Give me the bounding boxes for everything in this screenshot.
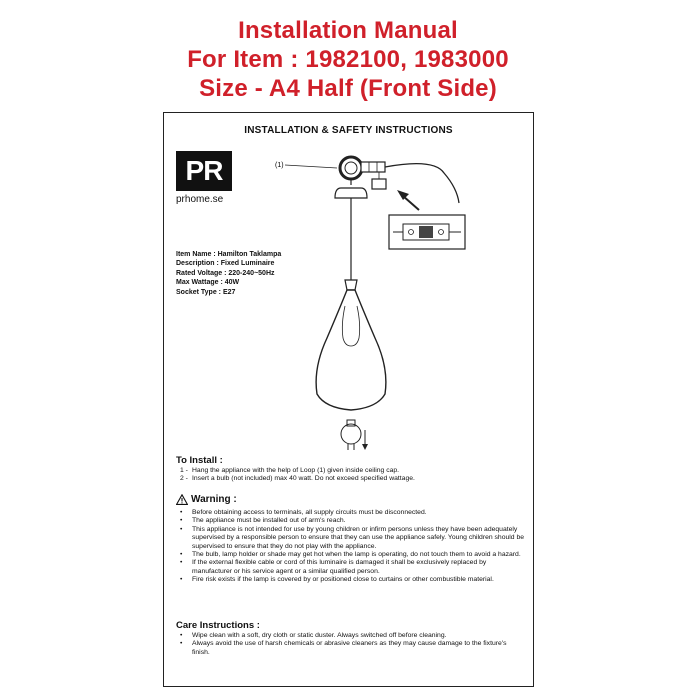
spec-description: Description : Fixed Luminaire (176, 260, 275, 268)
install-steps (180, 467, 525, 484)
down-arrow-icon (362, 430, 368, 450)
arrow-icon (397, 190, 419, 210)
warning-item: • Before obtaining access to terminals, all supply circuits must be disconnected. (180, 509, 427, 516)
terminal-detail-icon (389, 215, 465, 249)
warning-triangle-icon (176, 494, 188, 505)
header-title: Installation Manual (238, 17, 458, 44)
manual-header (0, 16, 696, 103)
ceiling-cap-icon (335, 179, 367, 198)
warning-list (180, 509, 525, 585)
spec-max-wattage: Max Wattage : 40W (176, 279, 240, 287)
warning-item: • Fire risk exists if the lamp is covered by or positioned close to curtains or other combustible material. (180, 576, 494, 584)
sheet-title: INSTALLATION & SAFETY INSTRUCTIONS (244, 125, 453, 136)
care-heading: Care Instructions : (176, 620, 260, 631)
care-item: • Always avoid the use of harsh chemicals or abrasive cleaners as they may cause damage to the fixture's finish. (180, 640, 507, 656)
spec-list (176, 250, 281, 297)
warning-item: • If the external flexible cable or cord of this luminaire is damaged it shall be exclusively replaced by manufacturer or his service agent or a similar qualified person. (180, 559, 487, 575)
header-size: Size - A4 Half (Front Side) (199, 75, 497, 102)
care-item: • Wipe clean with a soft, dry cloth or static duster. Always switched off before cleaning. (180, 632, 447, 639)
instruction-sheet (163, 112, 534, 687)
logo-url: prhome.se (176, 194, 224, 205)
warning-item: • The bulb, lamp holder or shade may get hot when the lamp is operating, do not touch them to avoid a hazard. (180, 551, 521, 559)
pear-shade-icon (316, 290, 386, 410)
spare-bulb-icon (341, 420, 361, 450)
loop-callout-line (285, 165, 337, 168)
loop-callout-label: (1) (275, 162, 284, 169)
install-step: 1 - Hang the appliance with the help of Loop (1) given inside ceiling cap. (180, 467, 400, 474)
terminal-block-icon (361, 162, 386, 189)
install-heading: To Install : (176, 455, 223, 466)
spec-rated-voltage: Rated Voltage : 220-240~50Hz (176, 269, 275, 277)
warning-item: • This appliance is not intended for use by young children or infirm persons unless they have been adequately supervised by a responsible person to ensure that they can use the appliance safely. Young children should be supervised to ensure that they do not play with the appliance. (180, 525, 525, 550)
pr-logo: PR (176, 151, 232, 191)
spec-socket-type: Socket Type : E27 (176, 288, 236, 296)
spec-item-name: Item Name : Hamilton Taklampa (176, 251, 282, 258)
lamp-holder-icon (345, 280, 357, 290)
warning-heading: Warning : (176, 494, 237, 505)
ceiling-loop-icon (340, 157, 362, 179)
warning-item: • The appliance must be installed out of arm's reach. (180, 517, 346, 525)
lamp-diagram (269, 148, 499, 453)
supply-cable (385, 164, 459, 203)
install-step: 2 - Insert a bulb (not included) max 40 watt. Do not exceed specified wattage. (180, 475, 415, 483)
care-list (180, 632, 525, 657)
header-item-numbers: For Item : 1982100, 1983000 (187, 46, 509, 73)
